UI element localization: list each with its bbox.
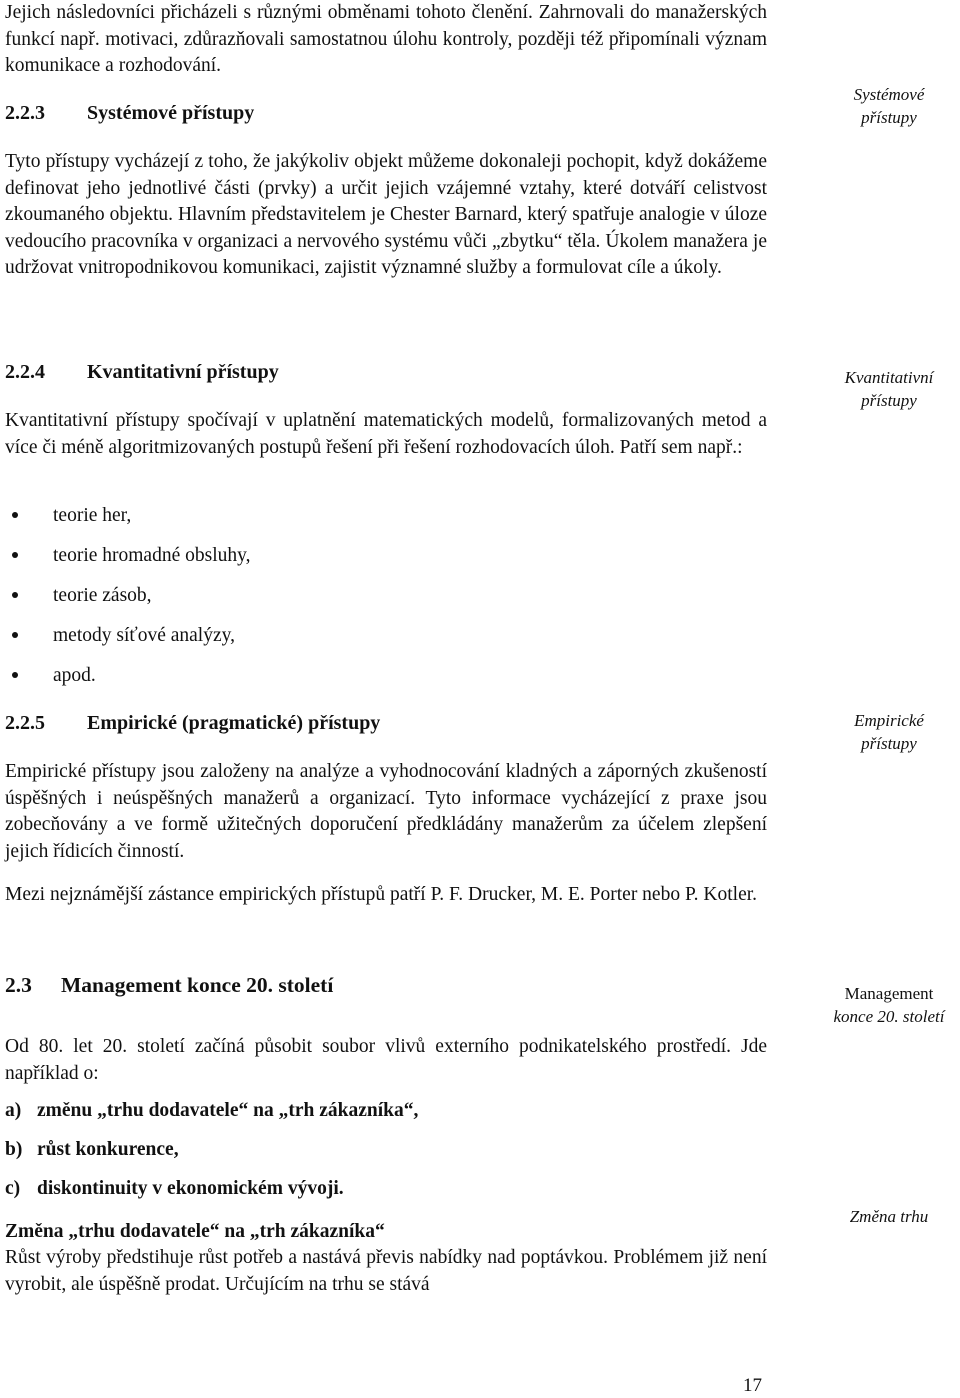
- empiricke-paragraph-2: Mezi nejznámější zástance empirických přístupů patří P. F. Drucker, M. E. Porter nebo P. Kotler.: [5, 884, 758, 905]
- list-text: diskontinuity v ekonomickém vývoji.: [37, 1178, 344, 1199]
- section-heading-systemove: [5, 100, 254, 126]
- intro-paragraph: Jejich následovníci přicházeli s různými obměnami tohoto členění. Zahrnovali do manažerských funkcí např. motivaci, zdůrazňovali samostatnou úlohu kontroly, později též připomínali význam komunikace a rozhodování.: [5, 2, 767, 77]
- margin-note-systemove: [818, 83, 960, 129]
- chapter-heading-management: [5, 971, 333, 999]
- list-item: metody síťové analýzy,: [5, 622, 250, 662]
- section-number: 2.2.4: [5, 361, 45, 383]
- margin-note-line: Systémové: [853, 85, 925, 104]
- list-item: apod.: [5, 662, 250, 702]
- empiricke-paragraph-1: Empirické přístupy jsou založeny na analýze a vyhodnocování kladných a záporných zkušeností úspěšných i neúspěšných manažerů a organizací. Tyto informace vycházející z praxe jsou zobecňovány a ve formě užitečných doporučení předkládány manažerům za účelem zlepšení jejich řídicích činností.: [5, 761, 767, 862]
- list-marker: c): [5, 1178, 21, 1199]
- kvantitativni-paragraph: Kvantitativní přístupy spočívají v uplatnění matematických modelů, formalizovaných metod a více či méně algoritmizovaných postupů řešení při řešení rozhodovacích úloh. Patří sem např.:: [5, 410, 767, 458]
- section-number: 2.2.5: [5, 712, 45, 734]
- margin-note-line: Management: [844, 984, 934, 1003]
- margin-note-line: Změna trhu: [849, 1207, 929, 1226]
- list-text: růst konkurence,: [37, 1139, 179, 1160]
- section-heading-empiricke: [5, 710, 380, 736]
- margin-note-management: [818, 982, 960, 1028]
- list-text: změnu „trhu dodavatele“ na „trh zákazníka“,: [37, 1100, 419, 1121]
- margin-note-kvantitativni: [818, 366, 960, 412]
- list-marker: b): [5, 1139, 23, 1160]
- list-item: teorie her,: [5, 502, 250, 542]
- section-title: Management konce 20. století: [61, 973, 334, 997]
- margin-note-line: Empirické: [854, 711, 924, 730]
- section-number: 2.2.3: [5, 102, 45, 124]
- margin-note-empiricke: [818, 709, 960, 755]
- zmena-paragraph: Růst výroby předstihuje růst potřeb a nastává převis nabídky nad poptávkou. Problémem již není vyrobit, ale úspěšně prodat. Určujícím na trhu se stává: [5, 1247, 767, 1295]
- section-title: Empirické (pragmatické) přístupy: [87, 712, 381, 734]
- list-item: teorie zásob,: [5, 582, 250, 622]
- list-item: [5, 1176, 344, 1202]
- margin-note-line: přístupy: [861, 108, 917, 127]
- list-item: [5, 1137, 179, 1163]
- margin-note-line: Kvantitativní: [844, 368, 934, 387]
- section-title: Systémové přístupy: [87, 102, 255, 124]
- systemove-paragraph: Tyto přístupy vycházejí z toho, že jakýkoliv objekt můžeme dokonaleji pochopit, když dokážeme definovat jeho jednotlivé části (prvky) a určit jejich vzájemné vztahy, které dotváří celistvost zkoumaného objektu. Hlavním představitelem je Chester Barnard, který spatřuje analogie v úloze vedoucího pracovníka v organizaci a nervového systému vůči „zbytku“ těla. Úkolem manažera je udržovat vnitropodnikovou komunikaci, zajistit významné služby a formulovat cíle a úkoly.: [5, 151, 767, 279]
- margin-note-zmena-trhu: [818, 1205, 960, 1228]
- management-paragraph: Od 80. let 20. století začíná působit soubor vlivů externího podnikatelského prostředí. Jde například o:: [5, 1036, 767, 1084]
- subsection-heading-zmena: Změna „trhu dodavatele“ na „trh zákazníka“: [5, 1221, 385, 1242]
- page-number: 17: [743, 1375, 762, 1396]
- margin-note-line: konce 20. století: [833, 1007, 945, 1026]
- margin-note-line: přístupy: [861, 734, 917, 753]
- kvantitativni-bullet-list: [5, 502, 250, 702]
- list-marker: a): [5, 1100, 22, 1121]
- margin-note-line: přístupy: [861, 391, 917, 410]
- list-item: [5, 1098, 418, 1124]
- list-item: teorie hromadné obsluhy,: [5, 542, 250, 582]
- section-number: 2.3: [5, 973, 32, 997]
- section-title: Kvantitativní přístupy: [87, 361, 279, 383]
- section-heading-kvantitativni: [5, 359, 279, 385]
